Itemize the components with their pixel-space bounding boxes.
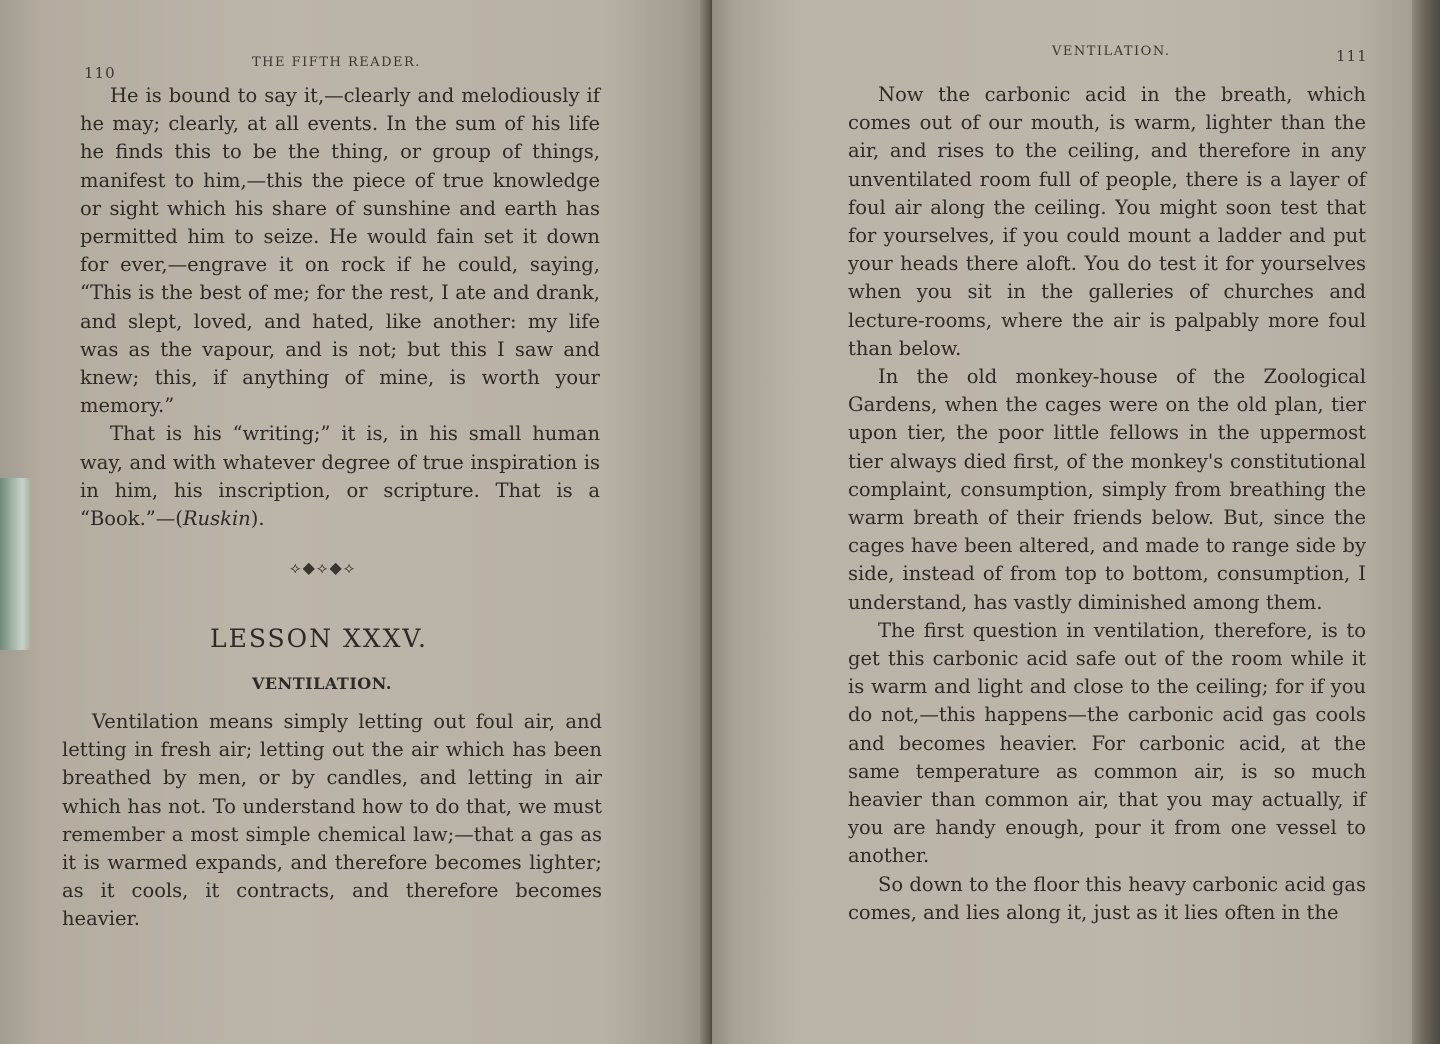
left-page-number: 110 (84, 64, 116, 82)
paragraph: In the old monkey-house of the Zoological Gardens, when the cages were on the old plan, tier upon tier, the poor little fellows in the uppermost tier always died first, of the monkey's constitutional complaint, consumption, simply from breathing the warm breath of their friends below. But, since the cages have been altered, and made to range side by side, instead of from top to bottom, consumption, I understand, has vastly diminished among them. (848, 365, 1366, 614)
left-body-text (80, 82, 600, 533)
right-body-text (848, 81, 1366, 927)
left-page (0, 0, 708, 1044)
section-ornament: ⟡◆⟡◆⟡ (290, 558, 357, 577)
lesson-body-text (62, 708, 602, 934)
right-page (712, 0, 1412, 1044)
paragraph-text: That is his “writing;” it is, in his small human way, and with whatever degree of true inspiration is in him, his inscription, or scripture. That is a “Book.”— (80, 422, 600, 531)
bookmark-ribbon (0, 478, 30, 650)
right-running-head: VENTILATION. (1052, 44, 1171, 59)
lesson-title: VENTILATION. (252, 674, 392, 693)
paragraph-book: That is his “writing;” it is, in his small human way, and with whatever degree of true inspiration is in him, his inscription, or scripture. That is a “Book.”—(Ruskin). (80, 422, 600, 531)
right-page-number: 111 (1336, 47, 1368, 65)
paragraph: So down to the floor this heavy carbonic acid gas comes, and lies along it, just as it lies often in the (848, 872, 1366, 924)
attribution: Ruskin (182, 507, 251, 531)
lesson-heading: LESSON XXXV. (210, 624, 429, 653)
left-running-head: THE FIFTH READER. (252, 55, 421, 70)
paragraph: The first question in ventilation, therefore, is to get this carbonic acid safe out of the room while it is warm and light and close to the ceiling; for if you do not,—this happens—the carbonic acid gas cools and becomes heavier. For carbonic acid, at the same temperature as common air, is so much heavier than common air, that you may actually, if you are handy enough, pour it from one vessel to another. (848, 618, 1366, 868)
paragraph: He is bound to say it,—clearly and melodiously if he may; clearly, at all events. In the sum of his life he finds this to be the thing, or group of things, manifest to him,—this the piece of true knowledge or sight which his share of sunshine and earth has permitted him to seize. He would fain set it down for ever,—engrave it on rock if he could, saying, “This is the best of me; for the rest, I ate and drank, and slept, loved, and hated, like another: my life was as the vapour, and is not; but this I saw and knew; this, if anything of mine, is worth your memory.” (80, 84, 600, 418)
page-edge (1412, 0, 1440, 1044)
paragraph: Now the carbonic acid in the breath, which comes out of our mouth, is warm, lighter than the air, and rises to the ceiling, and therefore in any unventilated room full of people, there is a layer of foul air along the ceiling. You might soon test that for yourselves, if you could mount a ladder and put your heads there aloft. You do test it for yourselves when you sit in the galleries of churches and lecture-rooms, where the air is palpably more foul than below. (848, 83, 1366, 360)
paragraph: Ventilation means simply letting out foul air, and letting in fresh air; letting out the air which has been breathed by men, or by candles, and letting in air which has not. To understand how to do that, we must remember a most simple chemical law;—that a gas as it is warmed expands, and therefore becomes lighter; as it cools, it contracts, and therefore becomes heavier. (62, 710, 602, 931)
